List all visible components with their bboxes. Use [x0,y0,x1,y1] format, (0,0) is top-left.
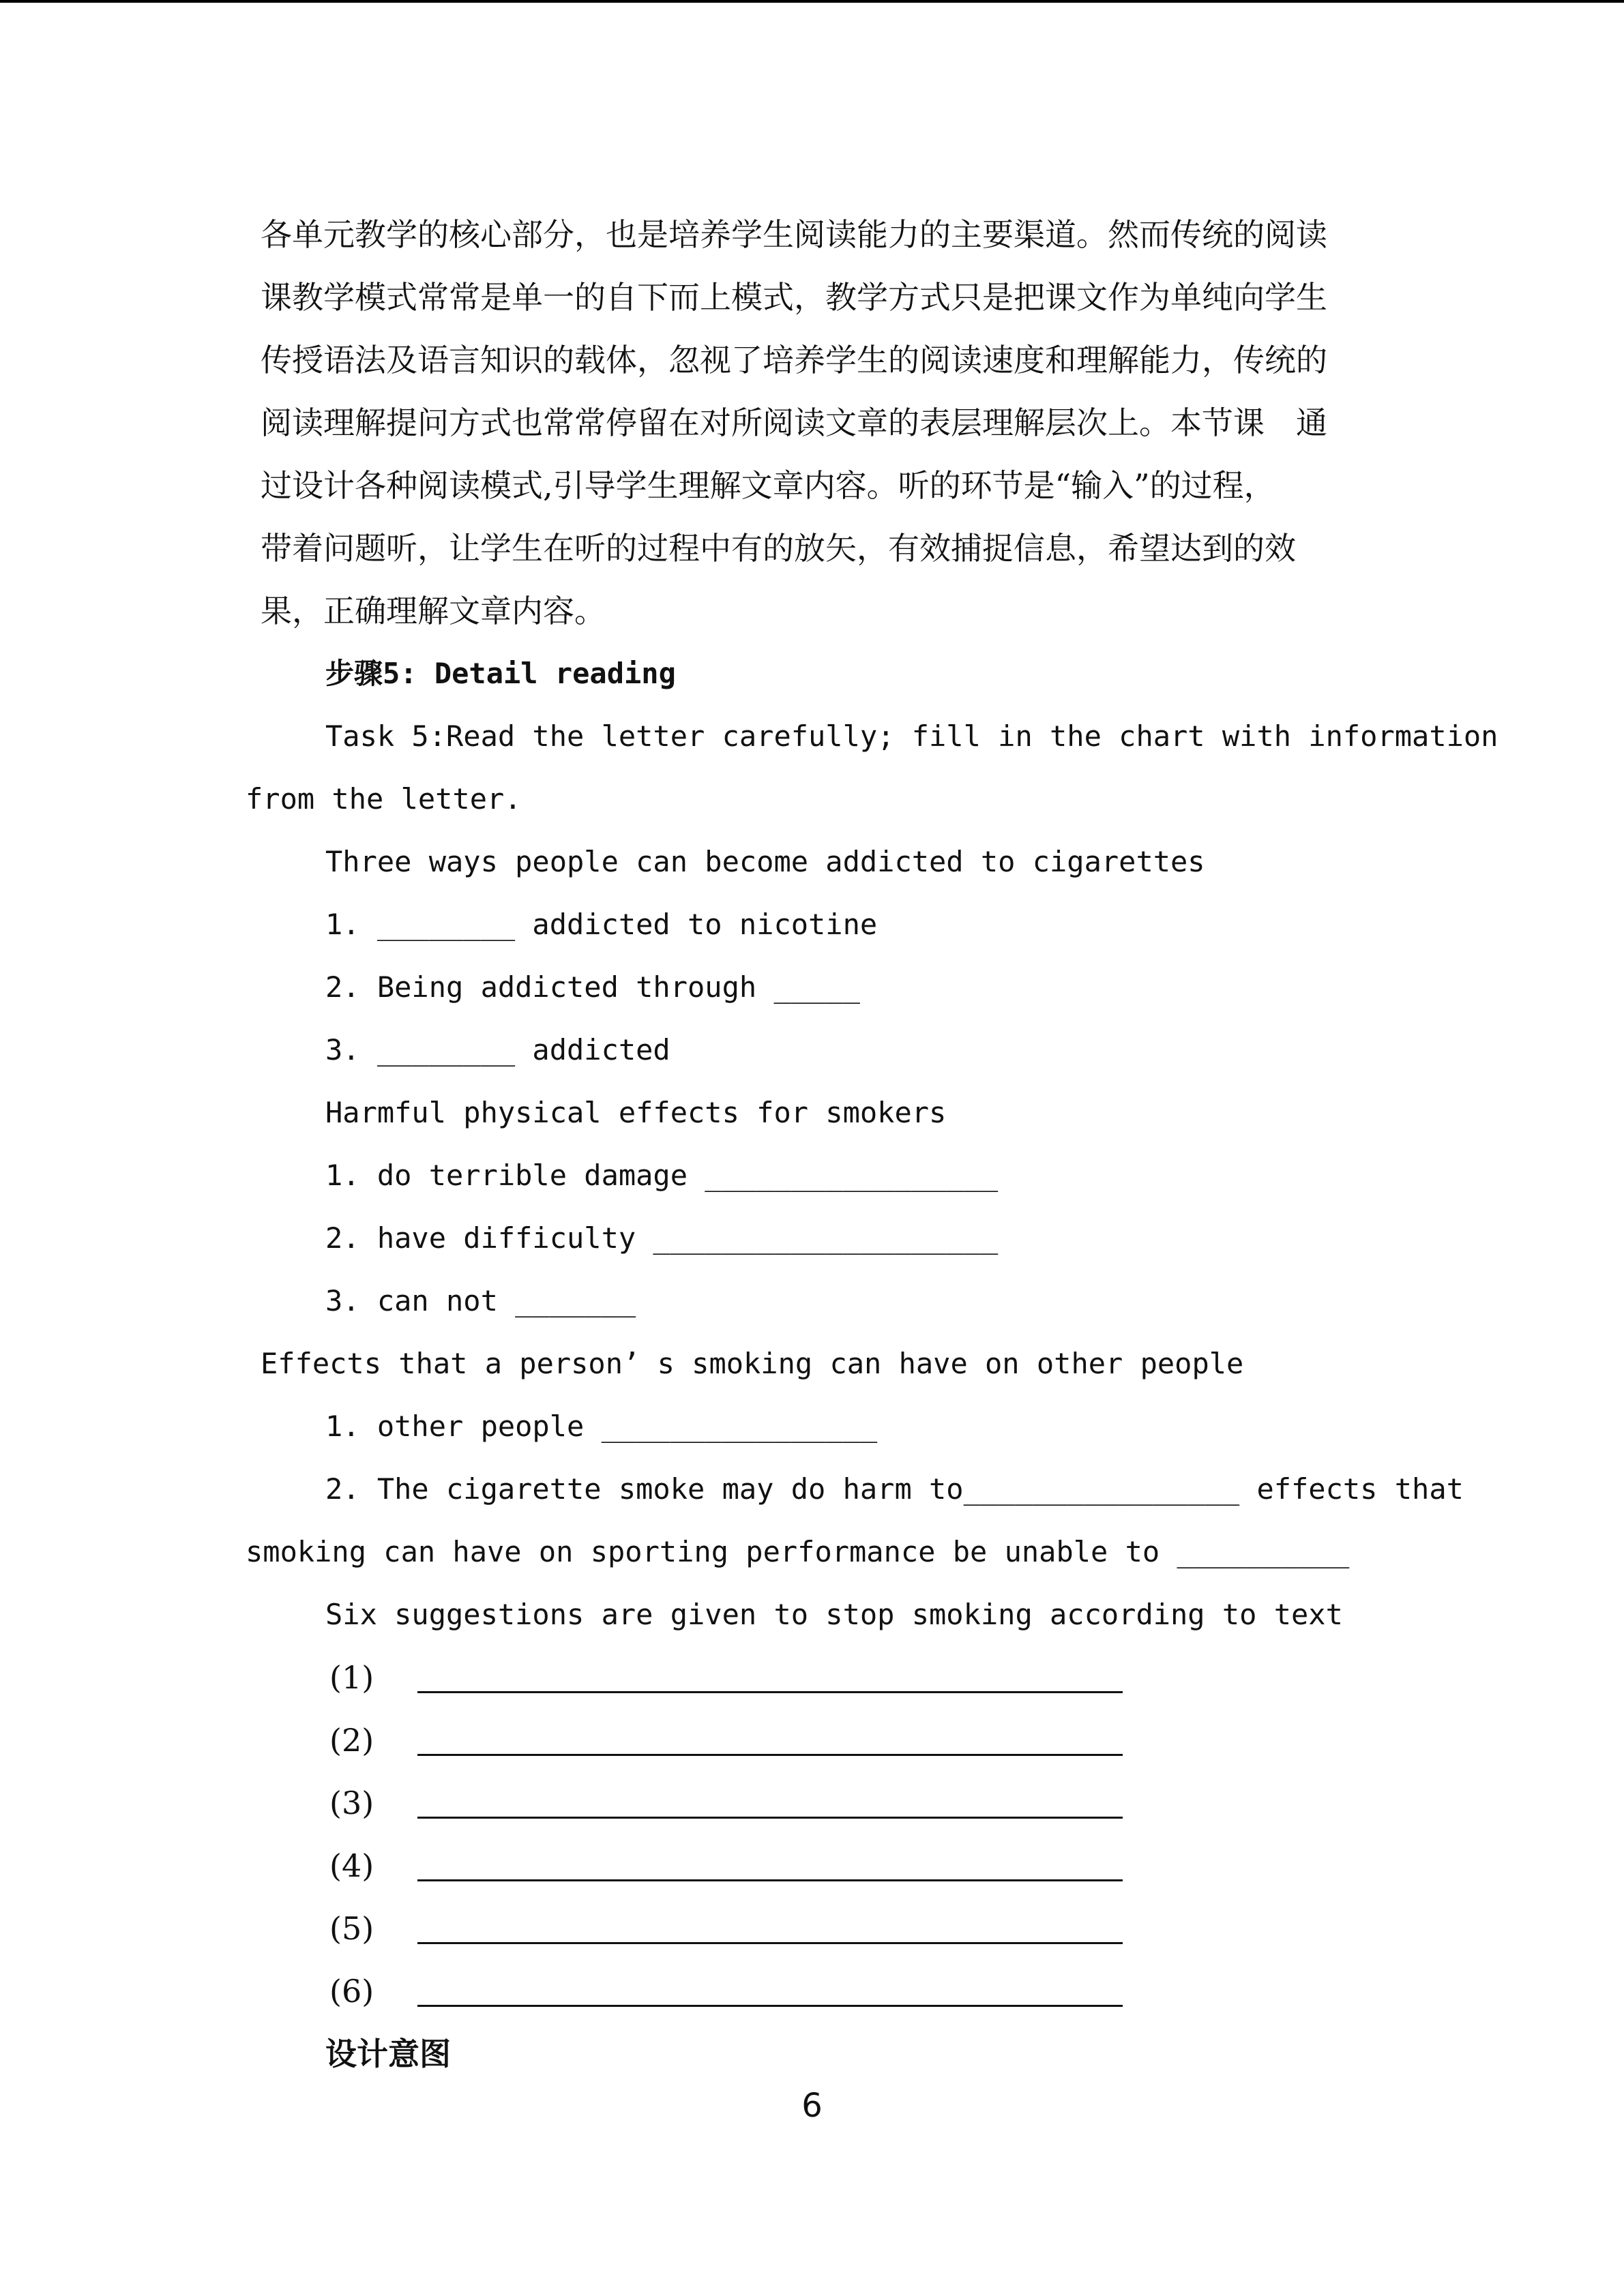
addicted-item-3: 3. ________ addicted [325,1033,670,1067]
task-line-1: Task 5:Read the letter carefully; fill in the chart with information [325,719,1498,753]
others-heading: Effects that a person’ s smoking can have on other people [261,1347,1244,1380]
others-item-2-line-1: 2. The cigarette smoke may do harm to________________ effects that [325,1472,1464,1506]
task-line-2: from the letter. [246,782,522,816]
suggestions-heading: Six suggestions are given to stop smoking according to text [325,1598,1343,1631]
page-number: 6 [801,2087,823,2125]
suggestion-blank-4 [417,1879,1123,1881]
addicted-item-1: 1. ________ addicted to nicotine [325,908,878,941]
suggestion-blank-1 [417,1691,1123,1693]
suggestion-blank-6 [417,2005,1123,2007]
intro-line-6: 带着问题听，让学生在听的过程中有的放矢，有效捕捉信息，希望达到的效 [261,530,1296,567]
suggestion-label-2: (2) [329,1722,374,1759]
intro-line-2: 课教学模式常常是单一的自下而上模式，教学方式只是把课文作为单纯向学生 [261,279,1327,316]
suggestion-blank-3 [417,1817,1123,1819]
suggestion-label-5: (5) [329,1910,374,1947]
addicted-item-2: 2. Being addicted through _____ [325,970,860,1004]
physical-item-1: 1. do terrible damage _________________ [325,1159,999,1192]
others-item-2-line-2: smoking can have on sporting performance be unable to __________ [246,1535,1350,1568]
intro-line-4: 阅读理解提问方式也常常停留在对所阅读文章的表层理解层次上。本节课 通 [261,404,1327,441]
physical-item-3: 3. can not _______ [325,1284,636,1317]
suggestion-label-1: (1) [329,1659,374,1696]
suggestion-label-4: (4) [329,1847,374,1884]
intro-line-5: 过设计各种阅读模式,引导学生理解文章内容。听的环节是“输入”的过程， [261,467,1275,504]
others-item-1: 1. other people ________________ [325,1410,878,1443]
physical-item-2: 2. have difficulty ____________________ [325,1221,999,1255]
addicted-heading: Three ways people can become addicted to cigarettes [325,845,1205,878]
suggestion-label-3: (3) [329,1785,374,1821]
suggestion-blank-5 [417,1942,1123,1944]
suggestion-blank-2 [417,1754,1123,1756]
intro-line-7: 果，正确理解文章内容。 [261,593,606,629]
step-heading: 步骤5: Detail reading [325,657,676,690]
suggestion-label-6: (6) [329,1973,374,2010]
intro-line-1: 各单元教学的核心部分，也是培养学生阅读能力的主要渠道。然而传统的阅读 [261,216,1327,253]
design-heading: 设计意图 [325,2036,451,2072]
physical-heading: Harmful physical effects for smokers [325,1096,947,1129]
intro-line-3: 传授语法及语言知识的载体，忽视了培养学生的阅读速度和理解能力，传统的 [261,342,1327,378]
